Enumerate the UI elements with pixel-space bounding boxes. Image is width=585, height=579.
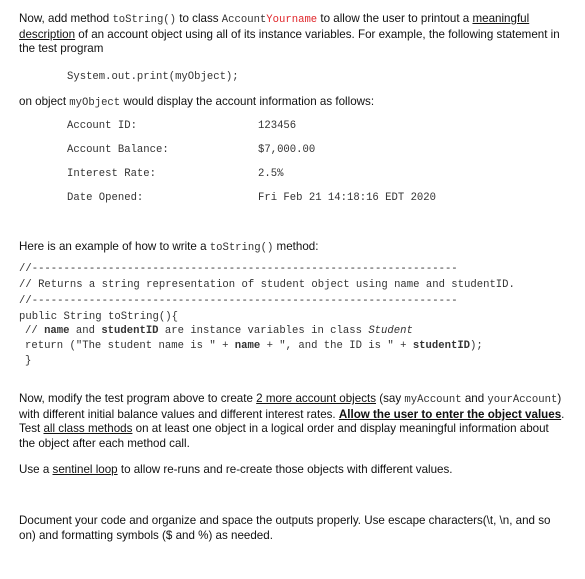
code-return-mid: + ", and the ID is " + <box>260 340 413 352</box>
modify-text-5: . Test <box>19 407 565 436</box>
account-balance-label: Account Balance: <box>67 144 169 156</box>
example-tostring-code: toString() <box>209 242 274 254</box>
myobject-code: myObject <box>69 97 121 109</box>
example-text-1: Here is an example of how to write a <box>19 240 210 253</box>
code-signature: public String toString(){ <box>19 311 178 323</box>
modify-text-2: (say <box>376 392 405 405</box>
modify-text-4: ) with different initial balance values and different interest rates. <box>19 392 562 421</box>
example-text-2: method: <box>273 240 319 253</box>
modify-text-1: Now, modify the test program above to create <box>19 392 257 405</box>
modify-paragraph <box>19 392 567 451</box>
sentinel-text-1: Use a <box>19 463 53 476</box>
code-return-prefix: return ("The student name is " + <box>25 340 235 352</box>
display-text-2: would display the account information as follows: <box>120 95 375 108</box>
all-class-methods-text: all class methods <box>43 422 133 436</box>
code-inner-comment <box>25 325 413 337</box>
code-return-studentid: studentID <box>412 340 471 352</box>
code-return-end: ); <box>470 340 483 352</box>
sentinel-line <box>19 463 567 478</box>
code-divider-bottom: //------------------------------------------------------------------- <box>19 295 458 307</box>
account-balance-value: $7,000.00 <box>258 144 316 156</box>
intro-text-3: to allow the user to printout a <box>317 12 473 25</box>
code-comment: // Returns a string representation of student object using name and studentID. <box>19 279 515 291</box>
modify-text-3: and <box>461 392 488 405</box>
display-line <box>19 95 374 111</box>
interest-rate-value: 2.5% <box>258 168 284 180</box>
display-text-1: on object <box>19 95 70 108</box>
code-divider-top: //------------------------------------------------------------------- <box>19 263 458 275</box>
print-statement: System.out.print(myObject); <box>67 71 239 83</box>
account-id-value: 123456 <box>258 120 297 132</box>
date-opened-value: Fri Feb 21 14:18:16 EDT 2020 <box>258 192 437 204</box>
more-accounts-text: 2 more account objects <box>256 392 377 405</box>
account-id-label: Account ID: <box>67 120 137 132</box>
youraccount-code: yourAccount <box>487 394 558 406</box>
intro-text-2: to class <box>176 12 222 25</box>
intro-text-1: Now, add method <box>19 12 113 25</box>
modify-text-6: on at least one object in a logical order and display meaningful information about the object after each method call. <box>19 422 549 450</box>
sentinel-loop-text: sentinel loop <box>52 463 118 476</box>
class-name-code: Account <box>221 14 267 26</box>
intro-text-4: of an account object using all of its instance variables. For example, the following statement in the test program <box>19 27 560 56</box>
tostring-code: toString() <box>112 14 177 26</box>
yourname-code: Yourname <box>266 14 318 26</box>
interest-rate-label: Interest Rate: <box>67 168 157 180</box>
code-comment-class: Student <box>368 325 413 337</box>
code-comment-and: and <box>69 325 102 337</box>
meaningful-description-text: meaningful description <box>19 12 530 41</box>
allow-user-bold-text: Allow the user to enter the object values <box>338 407 562 421</box>
intro-paragraph <box>19 12 567 57</box>
myaccount-code: myAccount <box>404 394 462 406</box>
code-comment-studentid: studentID <box>101 325 159 337</box>
code-return <box>25 340 483 352</box>
code-close-brace: } <box>25 355 32 367</box>
sentinel-text-2: to allow re-runs and re-create those objects with different values. <box>117 463 453 476</box>
document-note: Document your code and organize and space the outputs properly. Use escape characters(\t, \n, and so on) and formatting symbols ($ and %) as needed. <box>19 514 551 542</box>
example-intro <box>19 240 318 256</box>
code-return-name: name <box>234 340 261 352</box>
code-comment-name: name <box>44 325 70 337</box>
code-comment-mid: are instance variables in class <box>158 325 369 337</box>
code-comment-prefix: // <box>25 325 45 337</box>
date-opened-label: Date Opened: <box>67 192 144 204</box>
